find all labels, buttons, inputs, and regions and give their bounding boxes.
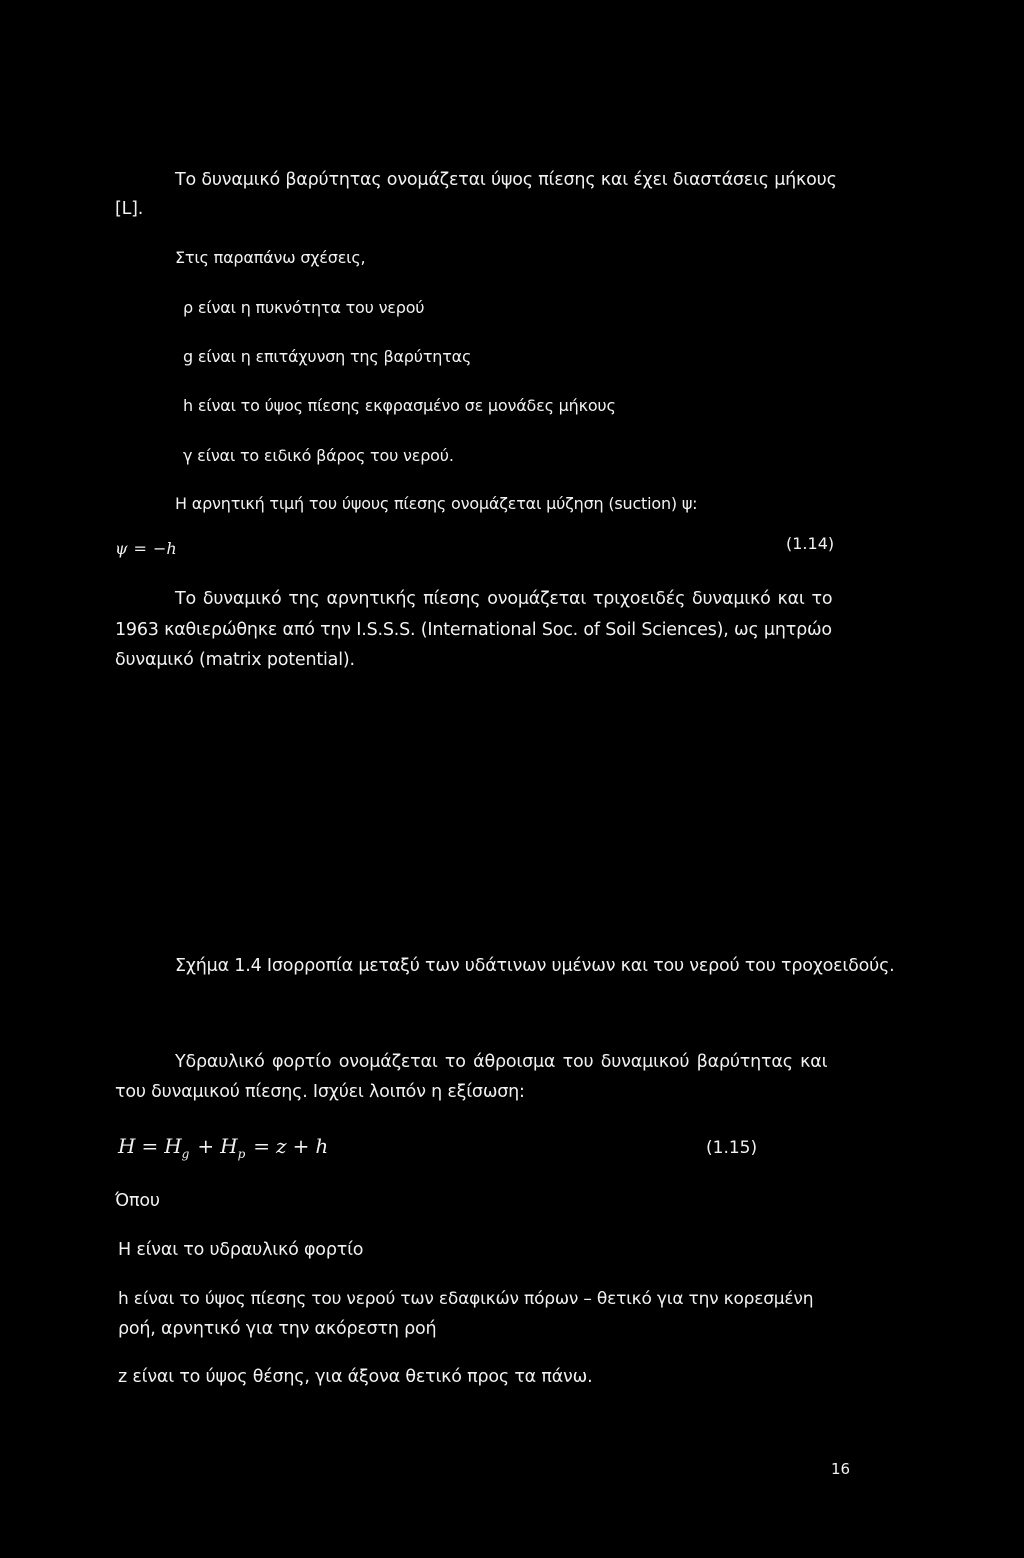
eq115-plus2: +	[292, 1134, 310, 1158]
paragraph3-line1: Υδραυλικό φορτίο ονομάζεται το άθροισμα του δυναμικού βαρύτητας και	[175, 1052, 828, 1072]
eq115-Hp: H	[220, 1134, 238, 1158]
paragraph2-line1: Το δυναμικό της αρνητικής πίεσης ονομάζεται τριχοειδές δυναμικό και το	[175, 589, 833, 609]
definition-g: g είναι η επιτάχυνση της βαρύτητας	[183, 347, 472, 366]
eq114-rhs: −h	[152, 539, 177, 558]
eq115-g-subscript: g	[181, 1147, 190, 1161]
where-label: Όπου	[115, 1191, 160, 1211]
equation-1-14	[115, 535, 177, 563]
paragraph2-line3: δυναμικό (matrix potential).	[115, 650, 355, 670]
paragraph3-line2: του δυναμικού πίεσης. Ισχύει λοιπόν η εξίσωση:	[115, 1082, 525, 1102]
eq115-z: z	[276, 1134, 287, 1158]
eq114-operator: =	[133, 539, 147, 558]
paragraph1-line1: Το δυναμικό βαρύτητας ονομάζεται ύψος πίεσης και έχει διαστάσεις μήκους	[175, 170, 837, 190]
equation-1-15-number: (1.15)	[706, 1138, 758, 1158]
equation-1-14-number: (1.14)	[786, 534, 835, 553]
eq115-Hg: H	[164, 1134, 182, 1158]
eq115-p-subscript: p	[237, 1147, 246, 1161]
eq115-equals2: =	[253, 1134, 271, 1158]
where-h-definition-line1: h είναι το ύψος πίεσης του νερού των εδαφικών πόρων – θετικό για την κορεσμένη	[118, 1289, 814, 1309]
page-number: 16	[831, 1460, 851, 1478]
paragraph2-line2: 1963 καθιερώθηκε από την I.S.S.S. (International Soc. of Soil Sciences), ως μητρώο	[115, 620, 832, 640]
definition-h: h είναι το ύψος πίεσης εκφρασμένο σε μονάδες μήκους	[183, 396, 616, 415]
equation-1-15	[118, 1132, 328, 1168]
where-H-definition: Η είναι το υδραυλικό φορτίο	[118, 1240, 364, 1260]
definition-gamma: γ είναι το ειδικό βάρος του νερού.	[183, 446, 454, 465]
where-z-definition: z είναι το ύψος θέσης, για άξονα θετικό προς τα πάνω.	[118, 1367, 593, 1387]
where-h-definition-line2: ροή, αρνητικό για την ακόρεστη ροή	[118, 1319, 437, 1339]
eq114-lhs: ψ	[115, 539, 128, 558]
eq115-H: H	[118, 1134, 136, 1158]
eq115-h: h	[315, 1134, 329, 1158]
eq115-equals: =	[141, 1134, 159, 1158]
paragraph1-line2: [L].	[115, 199, 144, 219]
suction-sentence: Η αρνητική τιμή του ύψους πίεσης ονομάζεται μύζηση (suction) ψ:	[175, 494, 698, 513]
definition-rho: ρ είναι η πυκνότητα του νερού	[183, 298, 425, 317]
figure-caption: Σχήμα 1.4 Ισορροπία μεταξύ των υδάτινων υμένων και του νερού του τροχοειδούς.	[175, 956, 895, 976]
eq115-plus1: +	[197, 1134, 215, 1158]
definitions-intro: Στις παραπάνω σχέσεις,	[175, 248, 366, 267]
